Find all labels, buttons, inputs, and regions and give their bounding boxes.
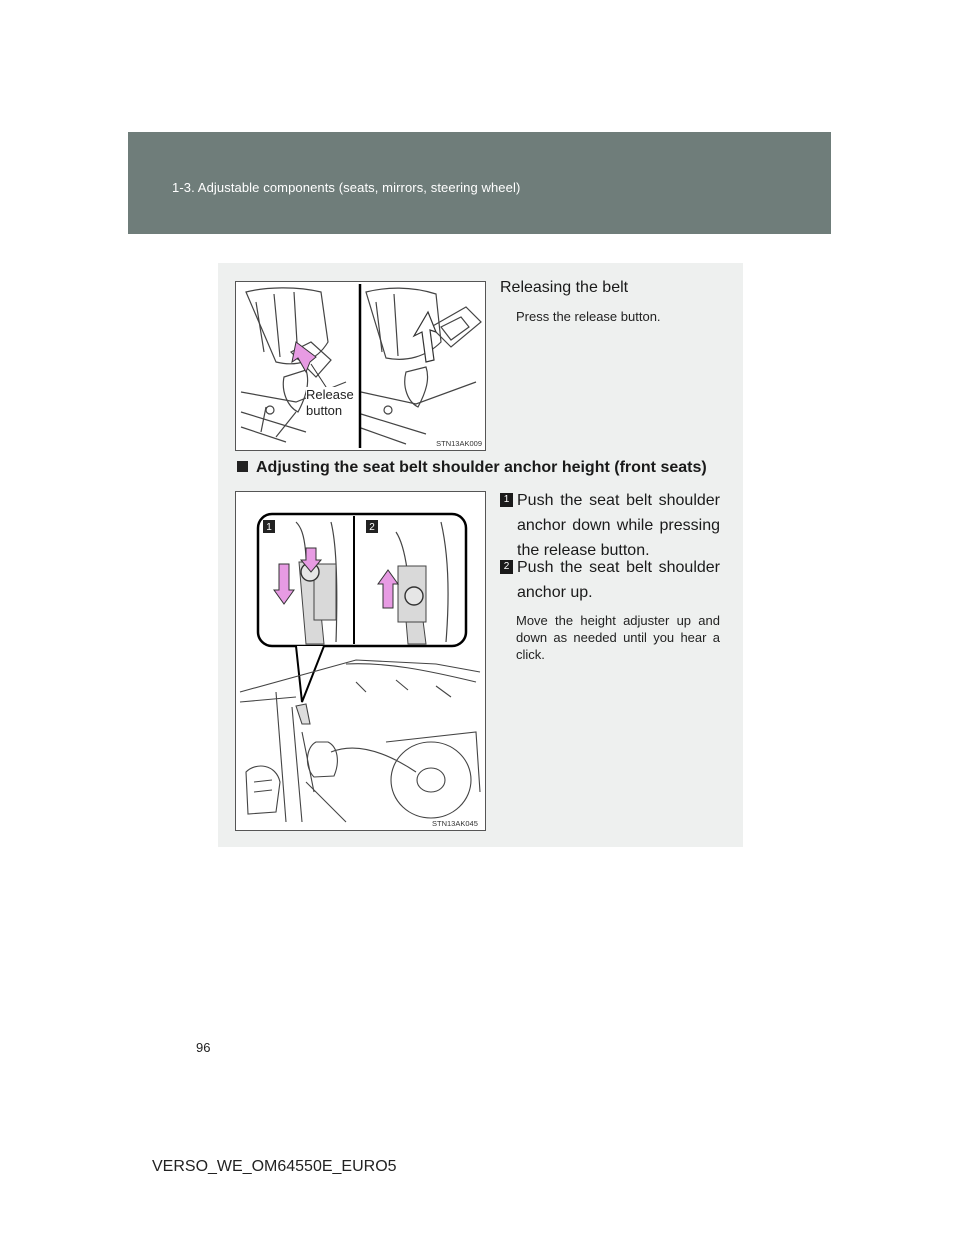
buckle-illustration	[236, 282, 485, 450]
anchor-figure	[235, 491, 486, 831]
section-title: 1-3. Adjustable components (seats, mirrors, steering wheel)	[172, 180, 521, 195]
page-number: 96	[196, 1040, 211, 1055]
fig-label-1: 1	[266, 522, 272, 533]
step-2-text: Push the seat belt shoulder anchor up.	[517, 559, 720, 601]
step-1-text: Push the seat belt shoulder anchor down while pressing the release button.	[517, 492, 720, 559]
step-1	[500, 488, 720, 563]
document-id: VERSO_WE_OM64550E_EURO5	[152, 1158, 397, 1175]
step-2	[500, 555, 720, 605]
releasing-note: Press the release button.	[516, 309, 661, 324]
releasing-heading: Releasing the belt	[500, 279, 629, 296]
step-2-badge: 2	[500, 560, 513, 574]
fig-label-2: 2	[369, 522, 375, 533]
figure-code: STN13AK009	[436, 439, 482, 448]
release-button-callout: Release button	[306, 387, 354, 418]
figure-code: STN13AK045	[432, 819, 478, 828]
anchor-illustration	[236, 492, 485, 830]
header-band	[128, 132, 831, 234]
step-1-badge: 1	[500, 493, 513, 507]
height-adjuster-note: Move the height adjuster up and down as needed until you hear a click.	[516, 613, 720, 662]
anchor-subheading: Adjusting the seat belt shoulder anchor height (front seats)	[237, 459, 707, 477]
square-bullet-icon	[237, 461, 248, 472]
release-figure	[235, 281, 486, 451]
